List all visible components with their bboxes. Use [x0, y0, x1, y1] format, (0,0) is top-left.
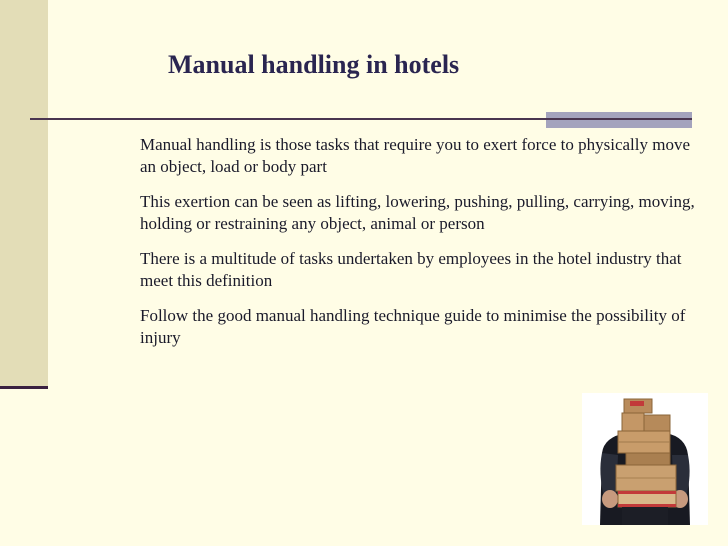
sidebar-bottom-edge [0, 386, 48, 389]
slide-body [140, 134, 710, 362]
left-sidebar-decoration [0, 0, 48, 388]
divider-accent-block [546, 112, 692, 128]
body-paragraph-exertion: This exertion can be seen as lifting, lowering, pushing, pulling, carrying, moving, holding or restraining any object, animal or person [140, 192, 695, 233]
body-paragraph-technique: Follow the good manual handling technique guide to minimise the possibility of injury [140, 306, 686, 347]
person-carrying-boxes-photo [582, 393, 708, 525]
divider-accent-line [546, 118, 692, 120]
body-paragraph-hotel-tasks: There is a multitude of tasks undertaken by employees in the hotel industry that meet this definition [140, 249, 682, 290]
slide-title: Manual handling in hotels [168, 50, 460, 79]
body-paragraph-definition: Manual handling is those tasks that require you to exert force to physically move an object, load or body part [140, 135, 691, 176]
